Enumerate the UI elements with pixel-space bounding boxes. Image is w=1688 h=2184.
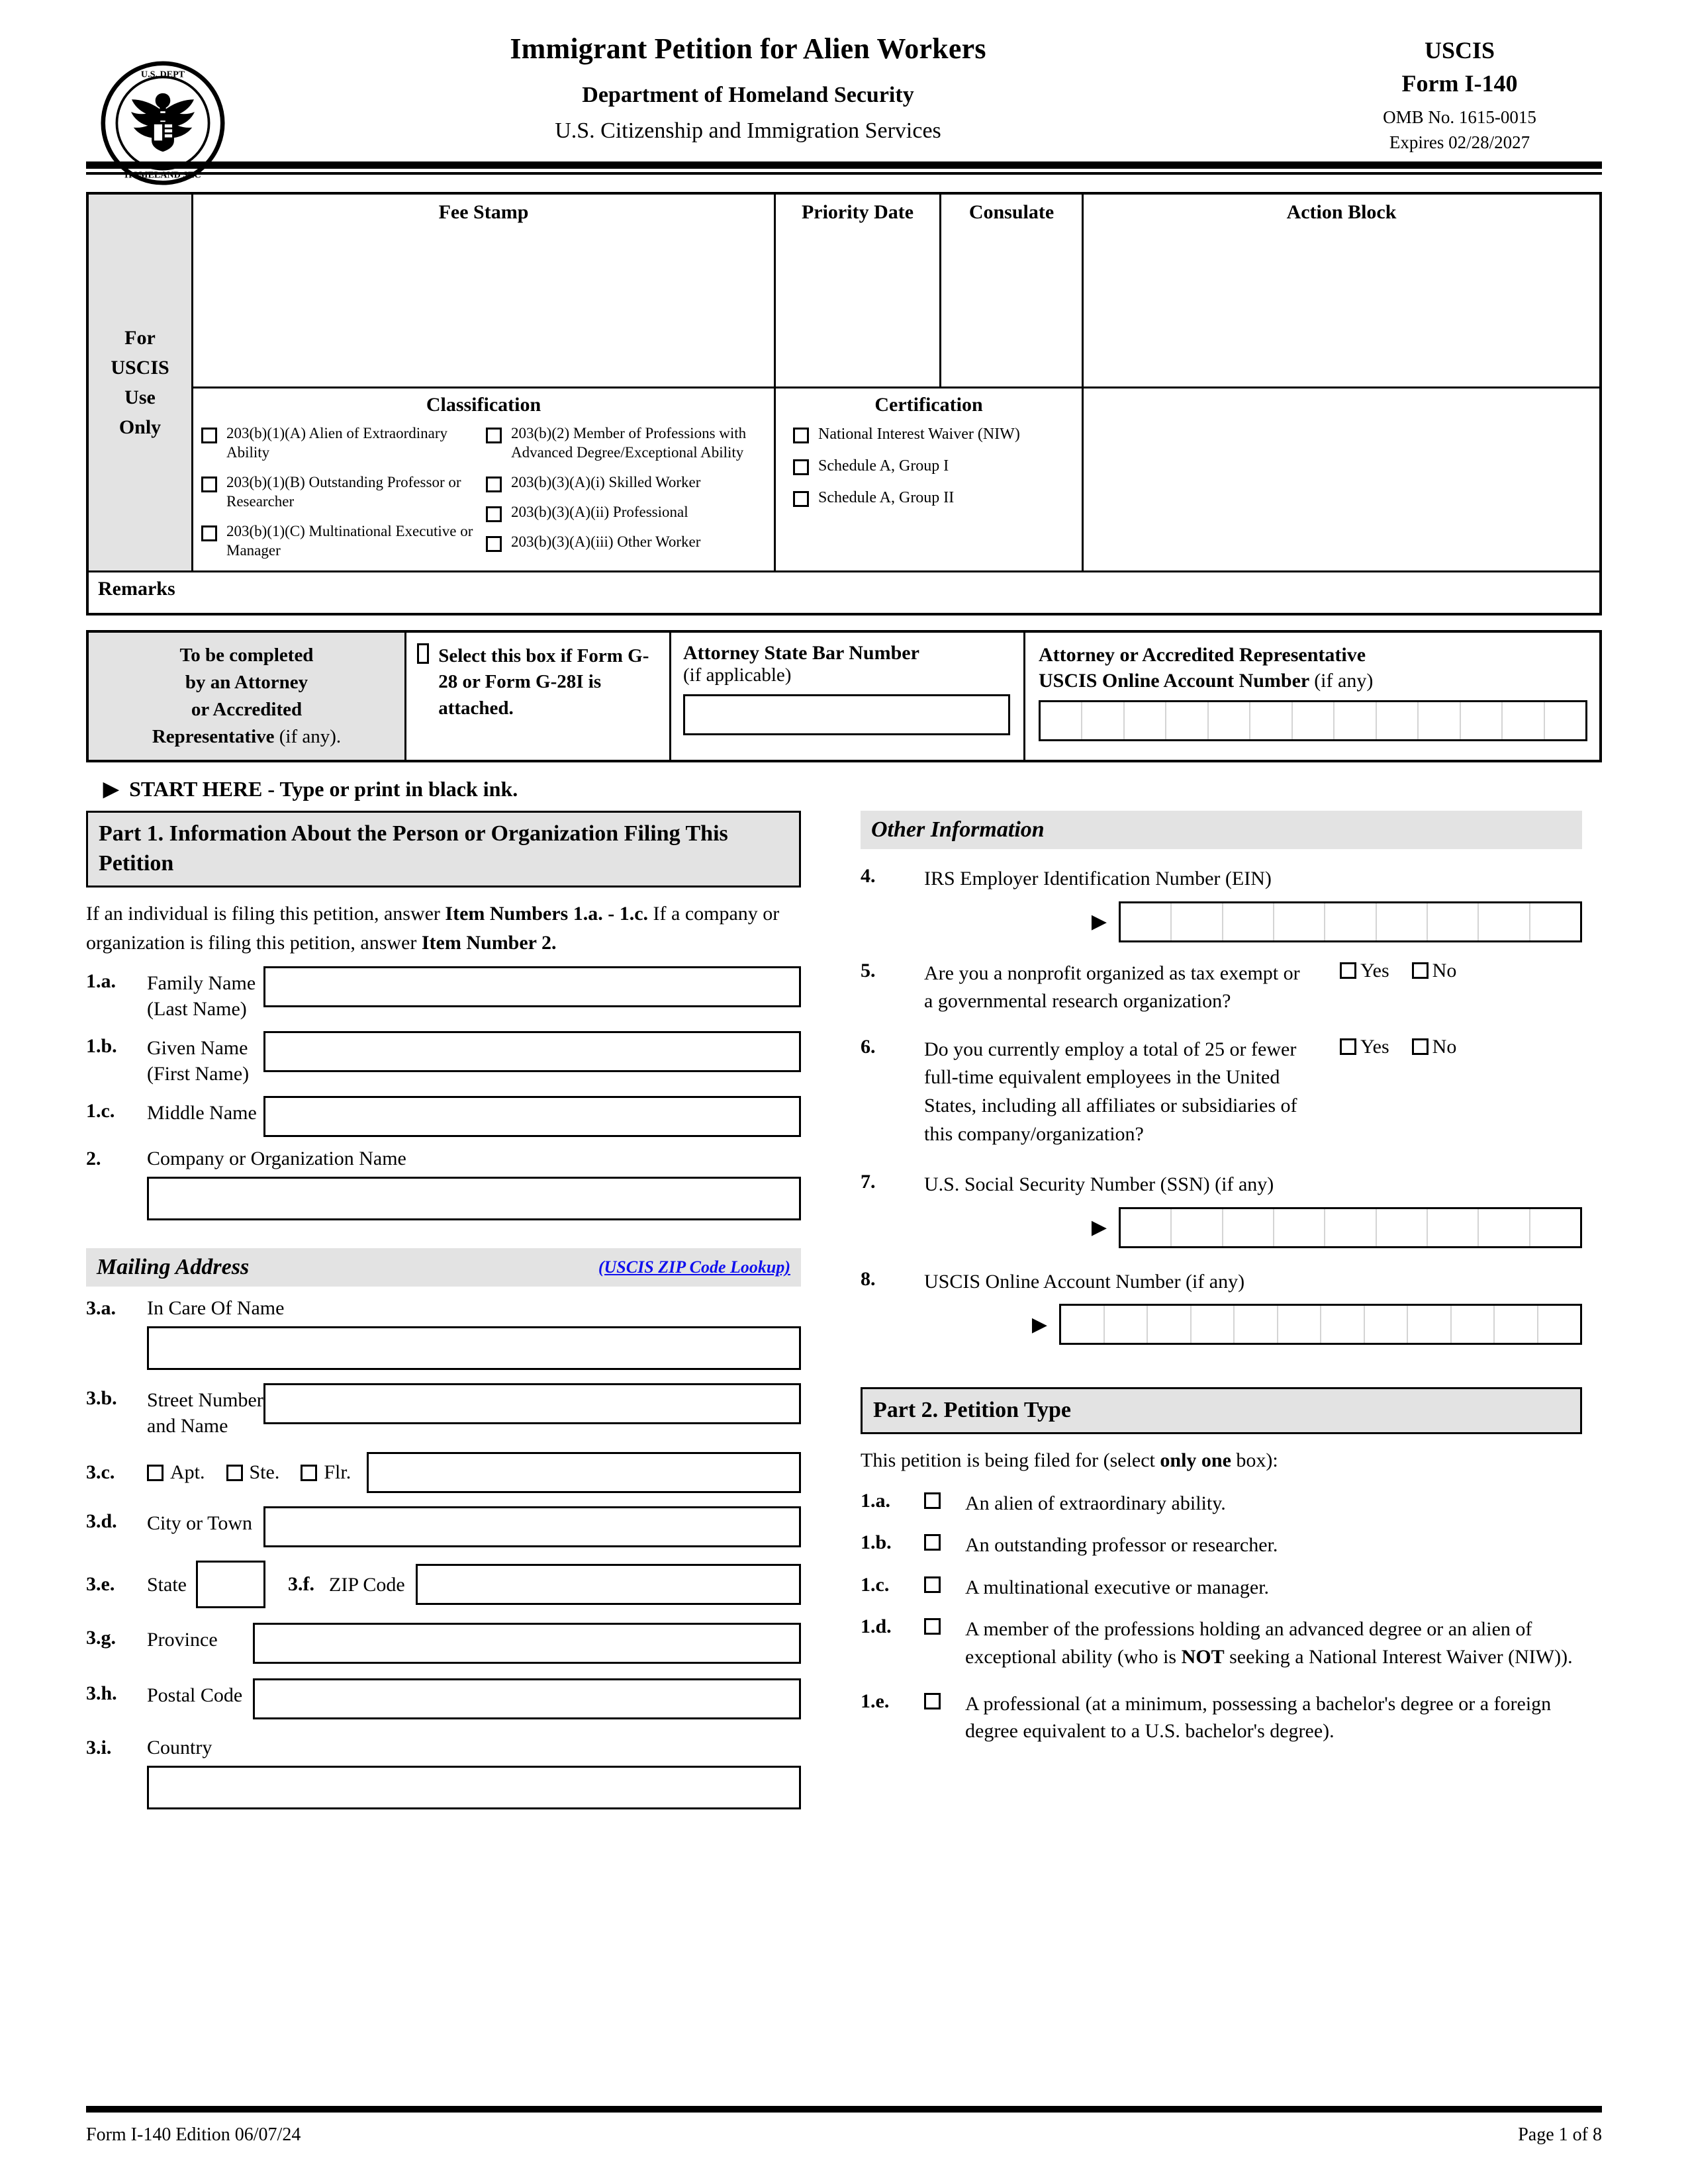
consulate-label: Consulate (968, 201, 1055, 223)
petition-type-label-1c: A multinational executive or manager. (965, 1576, 1270, 1598)
form-number: Form I-140 (1401, 69, 1518, 97)
uscis-label-line-2: USCIS (111, 357, 169, 379)
part1-intro-b: Item Numbers 1.a. - 1.c. (445, 902, 649, 925)
footer-rule (86, 2106, 1602, 2113)
zip-code-lookup-link[interactable]: (USCIS ZIP Code Lookup) (598, 1257, 790, 1277)
attorney-label-line-2: by an Attorney (185, 671, 308, 693)
part1-heading: Part 1. Information About the Person or Organization Filing This Petition (86, 811, 801, 887)
fee-stamp-label: Fee Stamp (438, 201, 529, 223)
petition-type-number-1b: 1.b. (861, 1531, 892, 1554)
certification-header: Certification (874, 394, 983, 416)
country-input[interactable] (147, 1766, 801, 1809)
other-information-heading-bar (861, 811, 1582, 849)
employee-count-answer-group (1317, 1036, 1456, 1148)
field-number-3f: 3.f. (288, 1573, 314, 1596)
city-label: City or Town (147, 1512, 253, 1535)
field-number-3i: 3.i. (86, 1737, 112, 1759)
checkbox-schedule-a-group-1[interactable] (793, 459, 809, 475)
svg-text:HOMELAND SEC: HOMELAND SEC (124, 169, 201, 181)
nonprofit-yes-option[interactable] (1340, 960, 1389, 982)
part2-heading: Part 2. Petition Type (861, 1387, 1582, 1434)
classification-option[interactable] (201, 473, 486, 512)
page-header (86, 0, 1602, 181)
field-number-1a: 1.a. (86, 970, 116, 993)
checkbox-niw[interactable] (793, 428, 809, 443)
certification-option-label: Schedule A, Group II (818, 489, 955, 507)
attorney-label-line-4: Representative (152, 726, 275, 748)
attorney-bar-number-input[interactable] (683, 694, 1010, 735)
item-number-7: 7. (861, 1171, 876, 1193)
remarks-label: Remarks (98, 578, 175, 600)
uscis-label-line-4: Only (118, 416, 162, 438)
petition-type-label-1b: An outstanding professor or researcher. (965, 1534, 1278, 1557)
certification-option-label: Schedule A, Group I (818, 457, 949, 475)
attorney-online-account-input[interactable] (1039, 700, 1587, 741)
given-name-input[interactable] (263, 1031, 801, 1072)
nonprofit-no-label: No (1432, 959, 1457, 981)
given-name-label-line1: Given Name (147, 1037, 248, 1060)
attorney-label-line-4-light: (if any). (279, 726, 342, 748)
classification-column-2 (486, 424, 771, 571)
classification-option[interactable] (201, 522, 486, 561)
header-rule-thin (86, 172, 1602, 175)
petition-type-option[interactable] (861, 1531, 1582, 1559)
svg-text:U.S. DEPT: U.S. DEPT (140, 69, 185, 80)
street-field (86, 1383, 801, 1439)
petition-type-label-1a: An alien of extraordinary ability. (965, 1492, 1226, 1515)
column-gap (801, 811, 861, 1809)
footer-page-number: Page 1 of 8 (1518, 2124, 1602, 2145)
header-title-column (205, 32, 1291, 144)
checkbox-flr[interactable] (301, 1465, 317, 1481)
attorney-online-account-block (1025, 633, 1599, 760)
checkbox-203b2[interactable] (486, 428, 502, 443)
priority-date-cell[interactable] (776, 195, 941, 387)
middle-name-field (86, 1096, 801, 1137)
classification-option-label: 203(b)(1)(B) Outstanding Professor or Researcher (226, 473, 461, 510)
attorney-bar-number-label: Attorney State Bar Number (683, 642, 919, 664)
checkbox-nonprofit-yes[interactable] (1340, 962, 1356, 979)
in-care-of-label: In Care Of Name (147, 1297, 285, 1320)
petition-type-number-1d: 1.d. (861, 1615, 892, 1638)
zip-input[interactable] (416, 1564, 801, 1605)
attorney-acct-label-line-2-light: (if any) (1314, 670, 1374, 692)
certification-option[interactable] (793, 456, 1082, 476)
unit-type-field (86, 1452, 801, 1493)
petition-type-1d-pre: A member of the professions holding an advanced degree or an alien of exceptional ability (who is (965, 1618, 1532, 1668)
attorney-acct-label-line-2: USCIS Online Account Number (1039, 670, 1309, 692)
left-column (86, 811, 801, 1809)
petition-type-option[interactable] (861, 1615, 1582, 1670)
g28-attached-row[interactable] (406, 633, 671, 760)
uscis-label: USCIS (1424, 37, 1495, 64)
checkbox-203b1C[interactable] (201, 525, 217, 541)
checkbox-extraordinary-ability[interactable] (924, 1492, 941, 1509)
field-number-3a: 3.a. (86, 1297, 116, 1320)
uscis-use-only-label (89, 195, 193, 570)
form-body (86, 811, 1602, 1809)
classification-option-label: 203(b)(1)(A) Alien of Extraordinary Ability (226, 425, 448, 461)
classification-column-1 (201, 424, 486, 571)
petition-type-number-1a: 1.a. (861, 1490, 890, 1512)
petition-type-number-1e: 1.e. (861, 1690, 890, 1712)
in-care-of-input[interactable] (147, 1326, 801, 1370)
petition-type-option[interactable] (861, 1690, 1582, 1745)
action-block-label: Action Block (1286, 201, 1397, 223)
family-name-input[interactable] (263, 966, 801, 1007)
checkbox-g28-attached[interactable] (417, 643, 429, 664)
start-here-text: START HERE - Type or print in black ink. (129, 777, 518, 801)
checkbox-203b1A[interactable] (201, 428, 217, 443)
checkbox-203b1B[interactable] (201, 477, 217, 492)
checkbox-outstanding-professor[interactable] (924, 1534, 941, 1551)
ein-input-row (861, 901, 1582, 942)
checkbox-multinational-executive[interactable] (924, 1576, 941, 1593)
uscis-account-item (861, 1268, 1582, 1297)
item-number-5: 5. (861, 959, 876, 981)
zip-label: ZIP Code (329, 1573, 405, 1596)
classification-option[interactable] (486, 533, 771, 552)
item-number-8: 8. (861, 1267, 876, 1290)
employee-count-no-label: No (1432, 1035, 1457, 1058)
classification-option[interactable] (486, 424, 771, 463)
petition-type-label-1d (965, 1615, 1582, 1670)
attorney-section (86, 630, 1602, 762)
petition-type-label-1e: A professional (at a minimum, possessing a bachelor's degree or a foreign degree equivalent to a U.S. bachelor's degree). (965, 1692, 1552, 1743)
field-number-3c: 3.c. (86, 1461, 115, 1484)
checkbox-ste[interactable] (226, 1465, 243, 1481)
classification-option-label: 203(b)(3)(A)(i) Skilled Worker (511, 473, 701, 490)
classification-option-label: 203(b)(2) Member of Professions with Advanced Degree/Exceptional Ability (511, 425, 747, 461)
ssn-input-row (861, 1207, 1582, 1248)
unit-option-apt: Apt. (170, 1461, 205, 1484)
field-number-2: 2. (86, 1148, 101, 1170)
employee-count-no-option[interactable] (1412, 1036, 1457, 1058)
uscis-account-arrow-icon: ▶ (1031, 1313, 1047, 1336)
uscis-use-only-table (86, 192, 1602, 615)
street-label-line1: Street Number (147, 1389, 263, 1412)
uscis-account-input[interactable] (1059, 1304, 1582, 1345)
part2-intro-a: This petition is being filed for (select (861, 1449, 1160, 1472)
attorney-bar-number-block (671, 633, 1025, 760)
uscis-account-input-row (861, 1304, 1582, 1345)
dhs-seal-icon (101, 61, 225, 185)
checkbox-203b3Ai[interactable] (486, 477, 502, 492)
action-block-cell[interactable] (1084, 195, 1599, 387)
checkbox-schedule-a-group-2[interactable] (793, 491, 809, 507)
employee-count-yes-option[interactable] (1340, 1036, 1389, 1058)
certification-cell (776, 388, 1084, 570)
nonprofit-yes-label: Yes (1360, 959, 1389, 981)
attorney-section-label (89, 633, 406, 760)
nonprofit-no-option[interactable] (1412, 960, 1457, 982)
ein-input[interactable] (1119, 901, 1582, 942)
item-number-6: 6. (861, 1035, 876, 1058)
ein-item (861, 865, 1582, 893)
part1-intro-a: If an individual is filing this petition, answer (86, 902, 445, 925)
ssn-item (861, 1171, 1582, 1199)
uscis-account-label: USCIS Online Account Number (if any) (924, 1270, 1245, 1293)
nonprofit-answer-group (1317, 960, 1456, 1016)
header-rule-thick (86, 161, 1602, 169)
classification-option[interactable] (486, 473, 771, 492)
remarks-row[interactable] (89, 570, 1599, 613)
middle-name-input[interactable] (263, 1096, 801, 1137)
part2-intro-b: only one (1160, 1449, 1231, 1472)
checkbox-professional[interactable] (924, 1693, 941, 1709)
start-here-arrow-icon: ▶ (103, 778, 119, 800)
uscis-label-line-3: Use (124, 387, 156, 408)
expiration-date: Expires 02/28/2027 (1389, 132, 1530, 152)
field-number-3e: 3.e. (86, 1573, 115, 1596)
action-block-lower[interactable] (1084, 388, 1599, 570)
mailing-address-heading-bar (86, 1248, 801, 1287)
item-number-4: 4. (861, 865, 876, 887)
province-label: Province (147, 1629, 218, 1651)
classification-header: Classification (426, 394, 541, 416)
given-name-label-line2: (First Name) (147, 1063, 250, 1085)
company-name-label: Company or Organization Name (147, 1148, 406, 1170)
employee-count-question: Do you currently employ a total of 25 or fewer full-time equivalent employees in the United States, including all affiliates or subsidiaries of this company/organization? (924, 1038, 1297, 1145)
classification-cell (193, 388, 776, 570)
other-information-heading: Other Information (871, 817, 1045, 842)
field-number-3d: 3.d. (86, 1510, 117, 1533)
family-name-label-line2: (Last Name) (147, 998, 247, 1021)
priority-date-label: Priority Date (801, 201, 914, 223)
part2-intro (861, 1446, 1582, 1475)
postal-code-input[interactable] (253, 1678, 801, 1719)
form-meta-block (1317, 34, 1602, 155)
given-name-field (86, 1031, 801, 1087)
part1-intro-d: Item Number 2. (421, 931, 557, 954)
city-field (86, 1506, 801, 1547)
mailing-address-heading: Mailing Address (97, 1255, 250, 1280)
company-name-input[interactable] (147, 1177, 801, 1220)
nonprofit-item (861, 960, 1582, 1016)
checkbox-advanced-degree[interactable] (924, 1618, 941, 1635)
in-care-of-field (86, 1297, 801, 1370)
part1-intro (86, 899, 801, 958)
classification-option-label: 203(b)(1)(C) Multinational Executive or Manager (226, 522, 473, 559)
province-field (86, 1623, 801, 1664)
city-input[interactable] (263, 1506, 801, 1547)
petition-type-1d-post: seeking a National Interest Waiver (NIW)). (1224, 1645, 1573, 1668)
checkbox-203b3Aiii[interactable] (486, 536, 502, 552)
field-number-3b: 3.b. (86, 1387, 117, 1410)
unit-number-input[interactable] (367, 1452, 801, 1493)
ssn-arrow-icon: ▶ (1091, 1216, 1107, 1239)
page-title: Immigrant Petition for Alien Workers (510, 32, 986, 65)
checkbox-203b3Aii[interactable] (486, 506, 502, 522)
checkbox-apt[interactable] (147, 1465, 164, 1481)
state-zip-row (86, 1561, 801, 1608)
postal-code-field (86, 1678, 801, 1719)
attorney-label-line-1: To be completed (179, 644, 314, 666)
start-here-banner (86, 777, 1602, 801)
employee-count-yes-label: Yes (1360, 1035, 1389, 1058)
petition-type-option[interactable] (861, 1490, 1582, 1517)
ein-arrow-icon: ▶ (1091, 911, 1107, 933)
field-number-3g: 3.g. (86, 1627, 116, 1649)
street-input[interactable] (263, 1383, 801, 1424)
petition-type-option[interactable] (861, 1574, 1582, 1601)
country-field (86, 1737, 801, 1809)
classification-option[interactable] (201, 424, 486, 463)
middle-name-label: Middle Name (147, 1102, 257, 1124)
agency-name: U.S. Citizenship and Immigration Services (555, 118, 941, 143)
province-input[interactable] (253, 1623, 801, 1664)
field-number-3h: 3.h. (86, 1682, 117, 1705)
field-number-1b: 1.b. (86, 1035, 117, 1058)
footer-edition: Form I-140 Edition 06/07/24 (86, 2124, 301, 2145)
part1-intro-c: If a company or organization is filing this petition, answer (86, 902, 780, 954)
uscis-label-line-1: For (124, 327, 156, 349)
postal-code-label: Postal Code (147, 1684, 243, 1707)
family-name-label-line1: Family Name (147, 972, 256, 995)
unit-option-ste: Ste. (249, 1461, 280, 1484)
classification-option-label: 203(b)(3)(A)(iii) Other Worker (511, 533, 701, 550)
consulate-cell[interactable] (941, 195, 1084, 387)
part2-intro-c: box): (1231, 1449, 1278, 1472)
nonprofit-question: Are you a nonprofit organized as tax exempt or a governmental research organization? (924, 962, 1300, 1013)
state-label: State (147, 1573, 187, 1596)
classification-option-label: 203(b)(3)(A)(ii) Professional (511, 503, 688, 520)
family-name-field (86, 966, 801, 1022)
department-name: Department of Homeland Security (582, 83, 914, 107)
checkbox-employee-count-no[interactable] (1412, 1038, 1429, 1055)
page-footer (86, 2106, 1602, 2146)
checkbox-employee-count-yes[interactable] (1340, 1038, 1356, 1055)
employee-count-item (861, 1036, 1582, 1148)
certification-option[interactable] (793, 488, 1082, 508)
omb-number: OMB No. 1615-0015 (1383, 107, 1536, 128)
attorney-label-line-3: or Accredited (191, 699, 303, 720)
right-column (861, 811, 1582, 1809)
field-number-1c: 1.c. (86, 1100, 115, 1122)
g28-attached-label: Select this box if Form G-28 or Form G-28I is attached. (438, 645, 649, 719)
ssn-input[interactable] (1119, 1207, 1582, 1248)
petition-type-number-1c: 1.c. (861, 1573, 890, 1596)
ssn-label: U.S. Social Security Number (SSN) (if any) (924, 1173, 1274, 1196)
petition-type-1d-bold: NOT (1181, 1645, 1225, 1668)
street-label-line2: and Name (147, 1415, 228, 1437)
checkbox-nonprofit-no[interactable] (1412, 962, 1429, 979)
state-input[interactable] (196, 1561, 265, 1608)
certification-option-label: National Interest Waiver (NIW) (818, 426, 1020, 443)
country-label: Country (147, 1737, 212, 1759)
unit-option-flr: Flr. (324, 1461, 352, 1484)
classification-option[interactable] (486, 503, 771, 522)
attorney-acct-label-line-1: Attorney or Accredited Representative (1039, 644, 1366, 666)
certification-option[interactable] (793, 424, 1082, 444)
ein-label: IRS Employer Identification Number (EIN) (924, 868, 1272, 889)
fee-stamp-cell[interactable] (193, 195, 776, 387)
attorney-bar-number-sublabel: (if applicable) (683, 664, 792, 686)
company-name-field (86, 1148, 801, 1220)
